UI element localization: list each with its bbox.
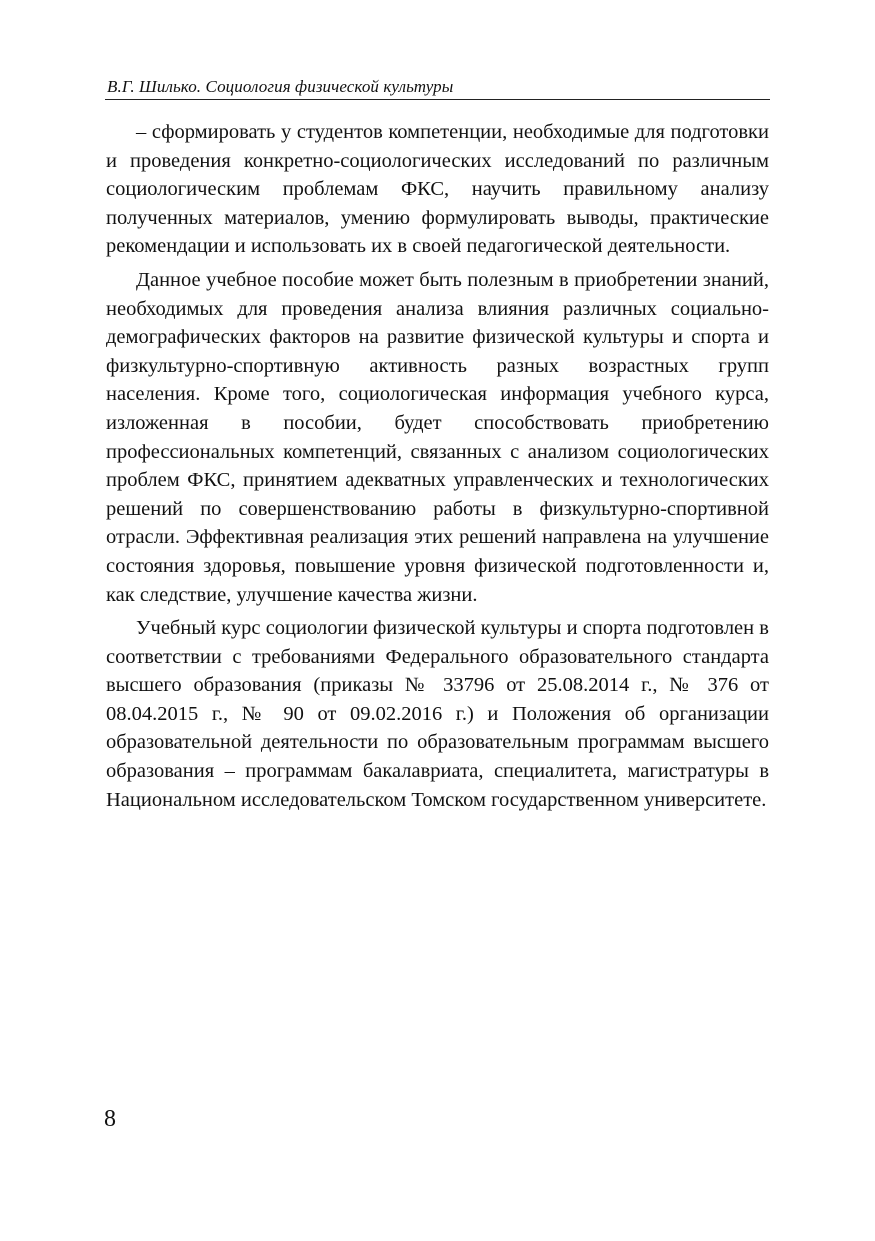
body-text [106,118,769,819]
paragraph-goals: – сформировать у студентов компетенции, необходимые для подготовки и проведения конкретно-социологических исследований по различным социологическим проблемам ФКС, научить правильному анализу полученных материалов, умению формулировать выводы, практические рекомендации и использовать их в своей педагогической деятельности. [106,121,769,258]
paragraph-usefulness: Данное учебное пособие может быть полезным в приобретении знаний, необходимых для проведения анализа влияния различных социально-демографических факторов на развитие физической культуры и спорта и физкультурно-спортивную активность разных возрастных групп населения. Кроме того, социологическая информация учебного курса, изложенная в пособии, будет способствовать приобретению профессиональных компетенций, связанных с анализом социологических проблем ФКС, принятием адекватных управленческих и технологических решений по совершенствованию работы в физкультурно-спортивной отрасли. Эффективная реализация этих решений направлена на улучшение состояния здоровья, повышение уровня физической подготовленности и, как следствие, улучшение качества жизни. [106,268,769,606]
paragraph-standards: Учебный курс социологии физической культуры и спорта подготовлен в соответствии с требованиями Федерального образовательного стандарта высшего образования (приказы № 33796 от 25.08.2014 г., № 376 от 08.04.2015 г., № 90 от 09.02.2016 г.) и Положения об организации образовательной деятельности по образовательным программам высшего образования – программам бакалавриата, специалитета, магистратуры в Национальном исследовательском Томском государственном университете. [106,617,769,811]
header-divider [105,99,770,100]
running-header: В.Г. Шилько. Социология физической культуры [107,77,454,96]
page-number: 8 [104,1106,116,1132]
